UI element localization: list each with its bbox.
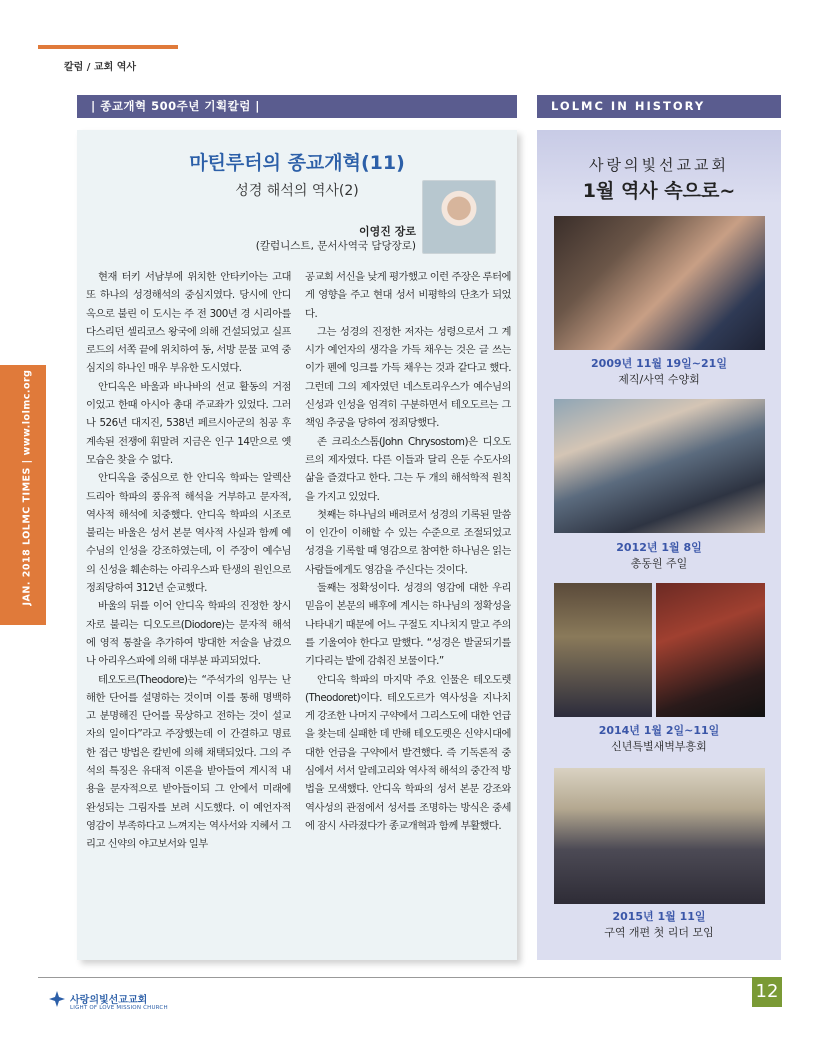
church-logo-icon xyxy=(48,990,66,1008)
author-photo xyxy=(422,180,496,254)
history-date-2015: 2015년 1월 11일 xyxy=(612,910,706,923)
top-accent-rule xyxy=(38,45,178,49)
article-title: 마틴루터의 종교개혁(11) xyxy=(189,152,405,174)
article-column-2 xyxy=(305,268,511,944)
section-label: 칼럼 / 교회 역사 xyxy=(64,62,137,73)
article-subtitle: 성경 해석의 역사(2) xyxy=(235,183,359,199)
history-photo-2012 xyxy=(554,399,765,533)
history-date-2012: 2012년 1월 8일 xyxy=(616,541,702,554)
page-number: 12 xyxy=(752,977,782,1007)
footer-rule xyxy=(38,977,780,978)
column-series-header: | 종교개혁 500주년 기획칼럼 | xyxy=(77,95,517,118)
paragraph: 안디옥 학파의 마지막 주요 인물은 테오도렛(Theodoret)이다. 테오도르가 역사성을 지나치게 강조한 나머지 구약에서 그리스도에 대한 언급을 찾는데 실패한 데 반해 테오도렛은 신약시대에 대한 언급을 구약에서 발견했다. 즉 기독론적 중심에서 서서 알레고리와 역사적 해석의 중간적 방법을 모색했다. 안디옥 학파의 성서 본문 강조와 역사성의 관점에서 성서를 조명하는 방식은 중세에 잠시 사라졌다가 종교개혁과 함께 부활했다. xyxy=(305,673,511,832)
history-title-main: 1월 역사 속으로~ xyxy=(582,180,736,202)
history-title-church: 사랑의빛선교교회 xyxy=(589,156,729,174)
history-caption-2012: 총동원 주일 xyxy=(630,557,688,570)
article-column-1 xyxy=(86,268,291,944)
history-caption-2014: 신년특별새벽부흥회 xyxy=(611,740,707,753)
paragraph: 둘째는 정확성이다. 성경의 영감에 대한 우리 믿음이 본문의 배후에 계시는 하나님의 정확성을 나타내기 때문에 어느 구절도 지나치지 말고 주의를 기울여야 한다고 말했다. “성경은 발굴되기를 기다리는 밭에 감춰진 보물이다.” xyxy=(305,582,511,668)
history-photo-2009 xyxy=(554,216,765,350)
history-photo-2014-congregation xyxy=(554,583,652,717)
paragraph: 바울의 뒤를 이어 안디옥 학파의 진정한 창시자로 불리는 디오도르(Diodore)는 문자적 해석에 영적 통찰을 추가하여 방대한 저술을 남겼으나 아리우스파에 의해 대부분 파괴되었다. xyxy=(86,600,291,668)
history-date-2014: 2014년 1월 2일~11일 xyxy=(598,724,720,737)
history-header: LOLMC IN HISTORY xyxy=(537,95,781,118)
history-photo-2015 xyxy=(554,768,765,904)
author-name: 이영진 장로 xyxy=(359,225,416,238)
history-caption-2015: 구역 개편 첫 리더 모임 xyxy=(604,926,714,939)
church-logo-name: 사랑의빛선교교회 xyxy=(70,995,148,1006)
paragraph: 안디옥을 중심으로 한 안디옥 학파는 알렉산드리아 학파의 풍유적 해석을 거부하고 문자적, 역사적 해석에 치중했다. 안디옥 학파의 시조로 불리는 바울은 성서 본문 역사적 사실과 함께 예수님의 인성을 강조하였는데, 이 주장이 예수님의 신성을 훼손하는 아리우스파 탄생의 원인으로 정죄당하여 312년 순교했다. xyxy=(86,472,291,595)
history-caption-2009: 제직/사역 수양회 xyxy=(618,373,700,386)
church-logo-subtitle: LIGHT OF LOVE MISSION CHURCH xyxy=(70,1005,168,1011)
author-role: (칼럼니스트, 문서사역국 담당장로) xyxy=(255,240,416,252)
paragraph: 공교회 서신을 낮게 평가했고 이런 주장은 루터에게 영향을 주고 현대 성서 비평학의 단초가 되었다. xyxy=(305,271,511,320)
history-date-2009: 2009년 11월 19일~21일 xyxy=(591,357,727,370)
paragraph: 현재 터키 서남부에 위치한 안타키아는 고대 또 하나의 성경해석의 중심지였다. 당시에 안디옥으로 불린 이 도시는 주 전 300년 경 시리아를 다스리던 셀리코스 왕국에 의해 건설되었고 실프로드의 서쪽 끝에 위치하여 동, 서방 문물 교역 중심지의 하나인 매우 부유한 도시였다. xyxy=(86,271,291,375)
paragraph: 존 크리소스톰(John Chrysostom)은 디오도르의 제자였다. 다른 이들과 달리 은둔 수도사의 삶을 즐겼다고 한다. 그는 두 개의 해석학적 원칙을 가지고 있었다. xyxy=(305,435,511,503)
history-photo-2014-speaker xyxy=(656,583,765,717)
paragraph: 그는 성경의 진정한 저자는 성령으로서 그 계시가 예언자의 생각을 가득 채우는 것은 글 쓰는 이가 펜에 잉크를 가득 채우는 것과 같다고 했다. 그런데 그의 제자였던 네스토리우스가 예수님의 신성과 인성을 엄격히 구분하면서 테오도르는 그 책임 추궁을 당하여 정죄당했다. xyxy=(305,325,511,430)
paragraph: 테오도르(Theodore)는 “주석가의 임무는 난해한 단어를 설명하는 것이며 이를 통해 명백하고 분명해진 단어를 묵상하고 전하는 것이 설교자의 일이다”라고 주장했는데 이 간결하고 명료한 접근 방법은 칼빈에 의해 채택되었다. 그의 주석의 특징은 유대적 이론을 받아들여 계시적 내용을 문자적으로 받아들이되 그 안에서 미래에 완성되는 그림자를 보려 시도했다. 이 예언자적 영감이 부족하다고 느껴지는 역사서와 지혜서 그리고 신약의 야고보서와 일부 xyxy=(86,673,291,851)
paragraph: 첫째는 하나님의 배려로서 성경의 기록된 말씀이 인간이 이해할 수 있는 수준으로 조절되었고 성경을 기록할 때 영감으로 참여한 하나님은 읽는 사람들에게도 영감을 주신다는 것이다. xyxy=(305,508,511,576)
paragraph: 안디옥은 바울과 바나바의 선교 활동의 거점이었고 한때 아시아 총대 주교좌가 있었다. 그러나 526년 대지진, 538년 페르시아군의 침공 후 계속된 전쟁에 휘말려 지금은 인구 14만으로 옛 모습은 찾을 수 없다. xyxy=(86,380,291,466)
side-tab-text: JAN. 2018 LOLMC TIMES | www.lolmc.org xyxy=(21,369,33,606)
